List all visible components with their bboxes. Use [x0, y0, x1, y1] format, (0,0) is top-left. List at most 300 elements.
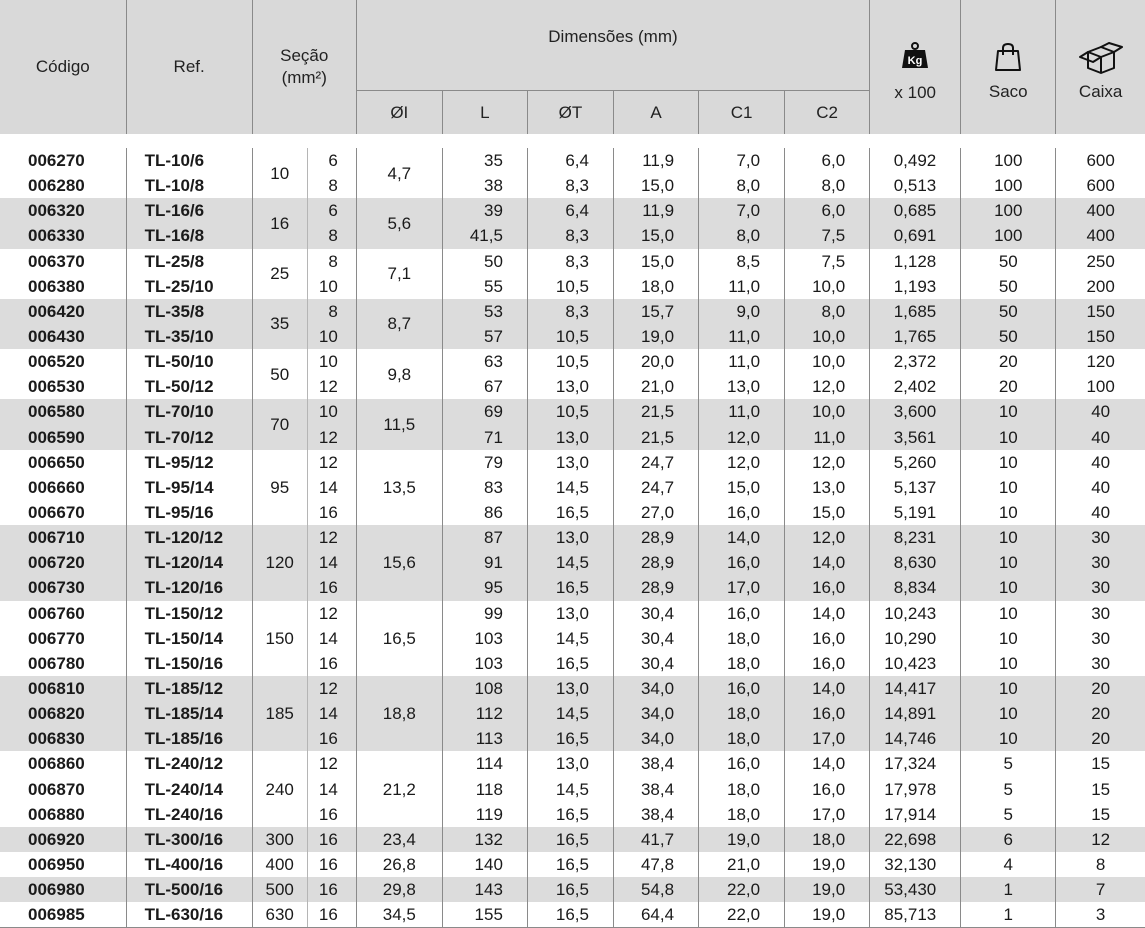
cell-codigo: 006720	[0, 550, 126, 575]
cell-saco: 5	[961, 777, 1056, 802]
cell-pino: 16	[307, 902, 356, 928]
cell-codigo: 006590	[0, 425, 126, 450]
table-row	[0, 148, 1145, 173]
cell-caixa: 15	[1056, 777, 1145, 802]
cell-ref: TL-120/14	[126, 550, 252, 575]
cell-ref: TL-630/16	[126, 902, 252, 928]
cell-ot: 10,5	[527, 274, 613, 299]
cell-pino: 6	[307, 198, 356, 223]
cell-codigo: 006870	[28, 779, 85, 799]
cell-peso: 8,231	[870, 525, 961, 550]
cell-a: 34,0	[613, 726, 698, 751]
cell-ot: 16,5	[527, 726, 613, 751]
cell-codigo: 006650	[28, 452, 85, 472]
cell-peso: 0,513	[870, 173, 961, 198]
header-secao	[252, 0, 356, 134]
cell-saco: 1	[961, 902, 1056, 928]
cell-caixa: 7	[1056, 877, 1145, 902]
cell-a: 30,4	[613, 626, 698, 651]
cell-caixa: 40	[1056, 475, 1145, 500]
cell-c2: 10,0	[785, 324, 870, 349]
cell-codigo: 006380	[28, 276, 85, 296]
cell-ot: 14,5	[527, 475, 613, 500]
cell-codigo: 006950	[28, 855, 85, 874]
cell-ot: 6,4	[527, 198, 613, 223]
cell-a: 15,7	[613, 299, 698, 324]
cell-a: 11,9	[613, 198, 698, 223]
table-row	[0, 173, 1145, 198]
table-body	[0, 134, 1145, 928]
cell-pino: 10	[307, 274, 356, 299]
cell-peso: 1,193	[870, 274, 961, 299]
cell-a: 30,4	[613, 601, 698, 626]
cell-l: 91	[442, 550, 527, 575]
cell-l: 69	[442, 399, 527, 424]
cell-saco: 10	[961, 626, 1056, 651]
cell-ot: 10,5	[527, 399, 613, 424]
cell-caixa: 30	[1056, 601, 1145, 626]
cell-a: 30,4	[613, 651, 698, 676]
cell-caixa: 400	[1056, 223, 1145, 248]
cell-c2: 12,0	[785, 374, 870, 399]
cell-ref: TL-95/16	[126, 500, 252, 525]
cell-c1: 12,0	[699, 450, 785, 475]
cell-ref: TL-150/14	[126, 626, 252, 651]
cell-saco: 10	[961, 450, 1056, 475]
cell-codigo: 006980	[0, 877, 126, 902]
cell-pino: 6	[307, 148, 356, 173]
cell-pino: 16	[307, 726, 356, 751]
cell-caixa: 20	[1056, 676, 1145, 701]
cell-l: 50	[442, 249, 527, 274]
cell-peso: 1,128	[870, 249, 961, 274]
cell-ref: TL-50/12	[126, 374, 252, 399]
cell-saco: 10	[961, 575, 1056, 600]
cell-ref: TL-500/16	[126, 877, 252, 902]
cell-saco: 100	[961, 198, 1056, 223]
cell-c1: 8,5	[699, 249, 785, 274]
cell-c2: 19,0	[785, 852, 870, 877]
cell-codigo: 006830	[0, 726, 126, 751]
cell-a: 38,4	[613, 751, 698, 776]
cell-caixa: 30	[1056, 575, 1145, 600]
cell-oi: 26,8	[356, 852, 442, 877]
cell-ref: TL-400/16	[126, 852, 252, 877]
table-row	[0, 626, 1145, 651]
cell-peso: 1,685	[870, 299, 961, 324]
cell-secao: 400	[252, 852, 307, 877]
table-row	[0, 852, 1145, 877]
cell-oi: 18,8	[356, 676, 442, 751]
cell-caixa: 15	[1056, 751, 1145, 776]
cell-c2: 8,0	[785, 299, 870, 324]
cell-c2: 7,5	[785, 223, 870, 248]
cell-c1: 18,0	[699, 626, 785, 651]
cell-peso: 14,417	[870, 676, 961, 701]
header-spacer	[0, 134, 1145, 148]
cell-l: 86	[442, 500, 527, 525]
header-saco-label: Saco	[988, 82, 1028, 101]
cell-peso: 2,372	[870, 349, 961, 374]
cell-caixa: 30	[1056, 550, 1145, 575]
cell-secao: 50	[252, 349, 307, 399]
cell-c1: 13,0	[699, 374, 785, 399]
cell-c1: 16,0	[699, 751, 785, 776]
cell-saco: 100	[961, 148, 1056, 173]
cell-saco: 10	[961, 726, 1056, 751]
cell-peso: 8,834	[870, 575, 961, 600]
cell-peso: 1,765	[870, 324, 961, 349]
cell-codigo: 006370	[28, 251, 85, 271]
cell-ot: 13,0	[527, 374, 613, 399]
cell-a: 38,4	[613, 802, 698, 827]
cell-peso: 10,290	[870, 626, 961, 651]
cell-ref: TL-185/14	[126, 701, 252, 726]
cell-a: 21,5	[613, 425, 698, 450]
cell-caixa: 20	[1056, 701, 1145, 726]
cell-a: 19,0	[613, 324, 698, 349]
cell-l: 87	[442, 525, 527, 550]
cell-peso: 10,423	[870, 651, 961, 676]
cell-ref: TL-240/16	[126, 802, 252, 827]
table-row	[0, 223, 1145, 248]
cell-a: 15,0	[613, 249, 698, 274]
cell-a: 18,0	[613, 274, 698, 299]
cell-c2: 14,0	[785, 550, 870, 575]
cell-a: 34,0	[613, 701, 698, 726]
table-row	[0, 249, 1145, 274]
cell-saco: 50	[961, 299, 1056, 324]
cell-c2: 12,0	[785, 450, 870, 475]
cell-ot: 16,5	[527, 827, 613, 852]
cell-c2: 12,0	[785, 525, 870, 550]
cell-l: 103	[442, 651, 527, 676]
table-row	[0, 324, 1145, 349]
table-row	[0, 198, 1145, 223]
cell-ref: TL-185/12	[126, 676, 252, 701]
cell-pino: 10	[307, 399, 356, 424]
cell-ref: TL-35/10	[126, 324, 252, 349]
cell-secao: 630	[252, 902, 307, 928]
cell-pino: 8	[307, 299, 356, 324]
table-row	[0, 399, 1145, 424]
cell-l: 155	[442, 902, 527, 928]
cell-ot: 13,0	[527, 425, 613, 450]
cell-pino: 10	[307, 349, 356, 374]
cell-peso: 14,746	[870, 726, 961, 751]
table-row	[0, 550, 1145, 575]
cell-c2: 10,0	[785, 399, 870, 424]
cell-c2: 15,0	[785, 500, 870, 525]
cell-caixa: 20	[1056, 726, 1145, 751]
header-peso	[870, 0, 961, 134]
cell-ot: 16,5	[527, 575, 613, 600]
cell-saco: 10	[961, 425, 1056, 450]
table-row	[0, 902, 1145, 928]
cell-pino: 10	[307, 324, 356, 349]
header-codigo: Código	[0, 0, 126, 134]
weight-icon-label: Kg	[907, 54, 923, 67]
cell-oi: 8,7	[356, 299, 442, 349]
cell-a: 34,0	[613, 676, 698, 701]
cell-pino: 12	[307, 425, 356, 450]
cell-caixa: 3	[1056, 902, 1145, 928]
cell-c2: 16,0	[785, 626, 870, 651]
cell-peso: 17,914	[870, 802, 961, 827]
cell-l: 63	[442, 349, 527, 374]
cell-oi: 4,7	[356, 148, 442, 198]
cell-ot: 13,0	[527, 525, 613, 550]
cell-oi: 16,5	[356, 601, 442, 676]
table-row	[0, 299, 1145, 324]
cell-secao: 240	[252, 751, 307, 826]
cell-pino: 12	[307, 450, 356, 475]
cell-saco: 10	[961, 525, 1056, 550]
cell-c1: 21,0	[699, 852, 785, 877]
cell-l: 79	[442, 450, 527, 475]
cell-l: 83	[442, 475, 527, 500]
cell-a: 21,5	[613, 399, 698, 424]
cell-l: 95	[442, 575, 527, 600]
cell-saco: 50	[961, 249, 1056, 274]
cell-codigo: 006270	[28, 151, 85, 171]
cell-a: 20,0	[613, 349, 698, 374]
cell-secao: 150	[252, 601, 307, 676]
cell-oi: 9,8	[356, 349, 442, 399]
header-c1: C1	[699, 91, 785, 135]
cell-ot: 16,5	[527, 651, 613, 676]
cell-ot: 13,0	[527, 450, 613, 475]
cell-caixa: 30	[1056, 525, 1145, 550]
cell-saco: 10	[961, 399, 1056, 424]
header-secao-unit: (mm²)	[281, 68, 327, 87]
cell-a: 54,8	[613, 877, 698, 902]
cell-caixa: 15	[1056, 802, 1145, 827]
cell-c1: 22,0	[699, 902, 785, 928]
cell-ot: 14,5	[527, 550, 613, 575]
cell-codigo: 006920	[0, 827, 126, 852]
cell-a: 15,0	[613, 223, 698, 248]
cell-a: 21,0	[613, 374, 698, 399]
cell-ot: 16,5	[527, 877, 613, 902]
cell-ot: 8,3	[527, 173, 613, 198]
cell-secao: 10	[252, 148, 307, 198]
header-caixa	[1056, 0, 1145, 134]
cell-codigo: 006530	[28, 377, 85, 397]
header-oi: ØI	[356, 91, 442, 135]
cell-pino: 12	[307, 525, 356, 550]
cell-oi: 34,5	[356, 902, 442, 928]
cell-ref: TL-10/6	[126, 148, 252, 173]
cell-c2: 10,0	[785, 274, 870, 299]
table-row	[0, 751, 1145, 776]
cell-c2: 14,0	[785, 751, 870, 776]
cell-ref: TL-16/8	[126, 223, 252, 248]
cell-l: 99	[442, 601, 527, 626]
cell-ref: TL-50/10	[126, 349, 252, 374]
cell-saco: 5	[961, 802, 1056, 827]
cell-pino: 16	[307, 827, 356, 852]
cell-secao: 120	[252, 525, 307, 600]
cell-c1: 16,0	[699, 601, 785, 626]
header-a: A	[613, 91, 698, 135]
cell-ot: 16,5	[527, 902, 613, 928]
cell-saco: 50	[961, 324, 1056, 349]
cell-a: 11,9	[613, 148, 698, 173]
cell-l: 57	[442, 324, 527, 349]
table-row	[0, 475, 1145, 500]
cell-a: 15,0	[613, 173, 698, 198]
cell-c2: 6,0	[785, 148, 870, 173]
cell-l: 112	[442, 701, 527, 726]
cell-peso: 17,324	[870, 751, 961, 776]
cell-ot: 14,5	[527, 626, 613, 651]
cell-a: 28,9	[613, 550, 698, 575]
header-ot: ØT	[527, 91, 613, 135]
cell-codigo: 006860	[28, 754, 85, 774]
cell-saco: 10	[961, 500, 1056, 525]
cell-c2: 17,0	[785, 802, 870, 827]
cell-l: 67	[442, 374, 527, 399]
cell-caixa: 600	[1056, 173, 1145, 198]
cell-c1: 16,0	[699, 676, 785, 701]
table-row	[0, 802, 1145, 827]
cell-ot: 8,3	[527, 249, 613, 274]
cell-caixa: 200	[1056, 274, 1145, 299]
cell-caixa: 8	[1056, 852, 1145, 877]
cell-secao: 16	[252, 198, 307, 248]
cell-pino: 16	[307, 500, 356, 525]
cell-c2: 16,0	[785, 651, 870, 676]
cell-caixa: 400	[1056, 198, 1145, 223]
cell-c2: 11,0	[785, 425, 870, 450]
cell-l: 55	[442, 274, 527, 299]
cell-peso: 8,630	[870, 550, 961, 575]
cell-ref: TL-185/16	[126, 726, 252, 751]
cell-ref: TL-25/8	[126, 249, 252, 274]
cell-ref: TL-70/10	[126, 399, 252, 424]
table-header	[0, 0, 1145, 134]
cell-saco: 10	[961, 676, 1056, 701]
cell-peso: 17,978	[870, 777, 961, 802]
cell-l: 53	[442, 299, 527, 324]
cell-saco: 1	[961, 877, 1056, 902]
cell-a: 27,0	[613, 500, 698, 525]
cell-ot: 10,5	[527, 349, 613, 374]
cell-a: 24,7	[613, 475, 698, 500]
cell-pino: 14	[307, 550, 356, 575]
cell-pino: 14	[307, 777, 356, 802]
cell-secao: 35	[252, 299, 307, 349]
cell-codigo: 006320	[0, 198, 126, 223]
cell-ot: 16,5	[527, 500, 613, 525]
cell-c2: 6,0	[785, 198, 870, 223]
cell-l: 35	[442, 148, 527, 173]
cell-caixa: 100	[1056, 374, 1145, 399]
cell-peso: 85,713	[870, 902, 961, 928]
cell-oi: 23,4	[356, 827, 442, 852]
cell-pino: 12	[307, 751, 356, 776]
cell-ot: 8,3	[527, 223, 613, 248]
cell-codigo: 006670	[28, 503, 85, 523]
cell-saco: 20	[961, 349, 1056, 374]
table-row	[0, 676, 1145, 701]
cell-oi: 13,5	[356, 450, 442, 525]
cell-pino: 8	[307, 223, 356, 248]
cell-caixa: 150	[1056, 324, 1145, 349]
cell-pino: 16	[307, 852, 356, 877]
cell-ref: TL-95/12	[126, 450, 252, 475]
cell-c1: 11,0	[699, 399, 785, 424]
cell-ref: TL-10/8	[126, 173, 252, 198]
cell-ref: TL-300/16	[126, 827, 252, 852]
cell-ot: 14,5	[527, 777, 613, 802]
cell-pino: 14	[307, 626, 356, 651]
cell-c1: 18,0	[699, 701, 785, 726]
cell-c1: 8,0	[699, 173, 785, 198]
cell-c1: 18,0	[699, 802, 785, 827]
cell-c2: 7,5	[785, 249, 870, 274]
cell-c1: 16,0	[699, 500, 785, 525]
cell-codigo: 006710	[0, 525, 126, 550]
cell-a: 38,4	[613, 777, 698, 802]
cell-ot: 16,5	[527, 852, 613, 877]
cell-c1: 11,0	[699, 274, 785, 299]
cell-secao: 300	[252, 827, 307, 852]
cell-ref: TL-240/12	[126, 751, 252, 776]
cell-l: 71	[442, 425, 527, 450]
cell-ot: 8,3	[527, 299, 613, 324]
cell-a: 28,9	[613, 525, 698, 550]
cell-a: 24,7	[613, 450, 698, 475]
cell-saco: 10	[961, 475, 1056, 500]
cell-c2: 16,0	[785, 701, 870, 726]
cell-c1: 17,0	[699, 575, 785, 600]
table-row	[0, 827, 1145, 852]
cell-c1: 18,0	[699, 726, 785, 751]
table-row	[0, 500, 1145, 525]
cell-c2: 14,0	[785, 676, 870, 701]
cell-a: 47,8	[613, 852, 698, 877]
cell-secao: 70	[252, 399, 307, 449]
table-row	[0, 374, 1145, 399]
cell-c2: 13,0	[785, 475, 870, 500]
shopping-bag-icon	[993, 42, 1023, 72]
cell-l: 132	[442, 827, 527, 852]
cell-peso: 3,561	[870, 425, 961, 450]
cell-codigo: 006760	[28, 603, 85, 623]
cell-pino: 16	[307, 651, 356, 676]
cell-saco: 6	[961, 827, 1056, 852]
cell-saco: 5	[961, 751, 1056, 776]
cell-ref: TL-25/10	[126, 274, 252, 299]
cell-caixa: 40	[1056, 399, 1145, 424]
header-saco	[961, 0, 1056, 134]
cell-peso: 3,600	[870, 399, 961, 424]
cell-codigo: 006780	[28, 653, 85, 673]
cell-codigo: 006730	[0, 575, 126, 600]
cell-c2: 14,0	[785, 601, 870, 626]
cell-l: 143	[442, 877, 527, 902]
cell-peso: 22,698	[870, 827, 961, 852]
cell-pino: 8	[307, 173, 356, 198]
cell-c1: 18,0	[699, 777, 785, 802]
cell-l: 39	[442, 198, 527, 223]
table-row	[0, 274, 1145, 299]
cell-ref: TL-120/16	[126, 575, 252, 600]
cell-l: 113	[442, 726, 527, 751]
cell-l: 41,5	[442, 223, 527, 248]
